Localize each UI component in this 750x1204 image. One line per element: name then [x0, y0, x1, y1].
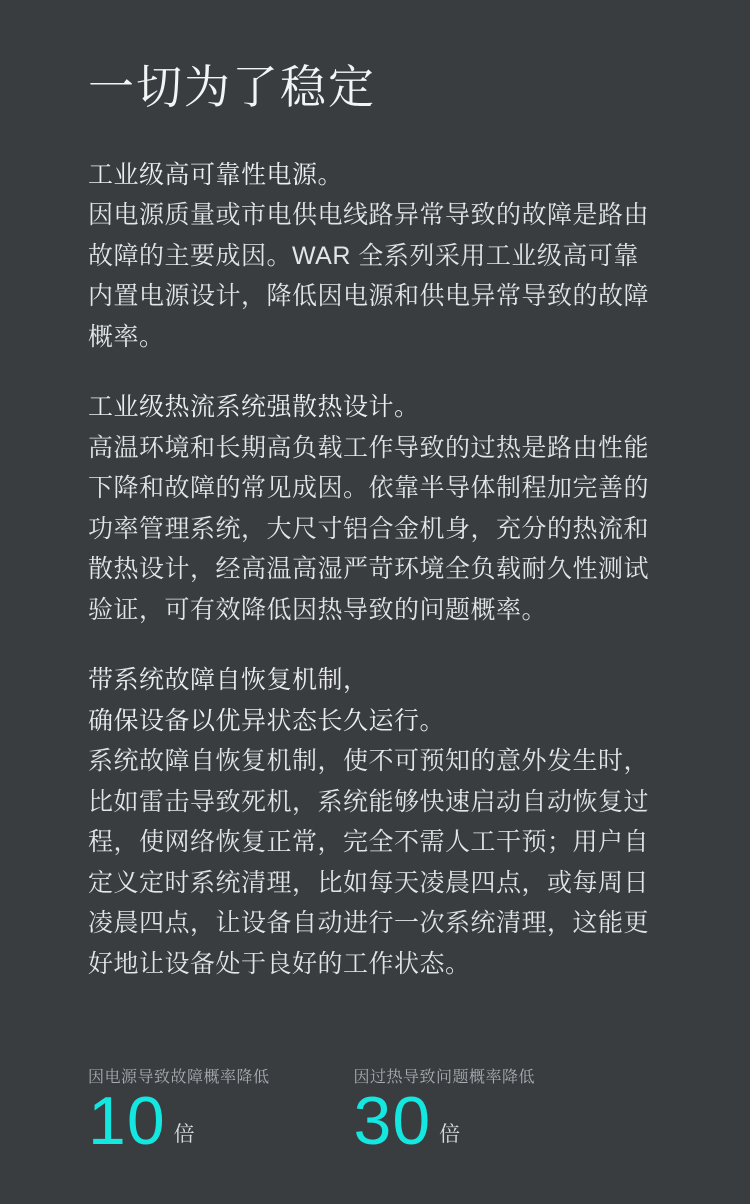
- stat-overheat-issue: [353, 1064, 536, 1160]
- section-thermal-body: 高温环境和长期高负载工作导致的过热是路由性能下降和故障的常见成因。依靠半导体制程加完善的功率管理系统，大尺寸铝合金机身，充分的热流和散热设计，经高温高湿严苛环境全负载耐久性测试验证，可有效降低因热导致的问题概率。: [88, 433, 650, 624]
- stat-power-failure-label: 因电源导致故障概率降低: [88, 1069, 270, 1087]
- section-recovery-body: 系统故障自恢复机制，使不可预知的意外发生时，比如雷击导致死机，系统能够快速启动自动恢复过程，使网络恢复正常，完全不需人工干预；用户自定义定时系统清理，比如每天凌晨四点，或每周日凌晨四点，让设备自动进行一次系统清理，这能更好地让设备处于良好的工作状态。: [88, 747, 650, 978]
- stat-overheat-issue-value-row: [353, 1083, 536, 1160]
- stats-row: [88, 1064, 690, 1160]
- section-recovery: [88, 660, 662, 984]
- stat-power-failure-number: 10: [88, 1083, 166, 1160]
- section-recovery-lead: 带系统故障自恢复机制，: [88, 666, 369, 695]
- stat-overheat-issue-number: 30: [353, 1083, 432, 1160]
- section-recovery-lead-2: 确保设备以优异状态长久运行。: [88, 706, 446, 735]
- section-power-lead: 工业级高可靠性电源。: [88, 160, 344, 189]
- section-thermal: [88, 387, 662, 630]
- section-power: [88, 155, 662, 358]
- stat-overheat-issue-unit: 倍: [439, 1123, 461, 1146]
- section-power-body: 因电源质量或市电供电线路异常导致的故障是路由故障的主要成因。WAR 全系列采用工业级高可靠内置电源设计，降低因电源和供电异常导致的故障概率。: [88, 201, 650, 351]
- stat-power-failure-value-row: [88, 1083, 270, 1160]
- stat-overheat-issue-label: 因过热导致问题概率降低: [353, 1069, 536, 1087]
- stat-power-failure-unit: 倍: [173, 1123, 195, 1146]
- page-title: 一切为了稳定: [88, 61, 376, 113]
- section-thermal-lead: 工业级热流系统强散热设计。: [88, 393, 420, 422]
- stat-power-failure: [88, 1064, 270, 1160]
